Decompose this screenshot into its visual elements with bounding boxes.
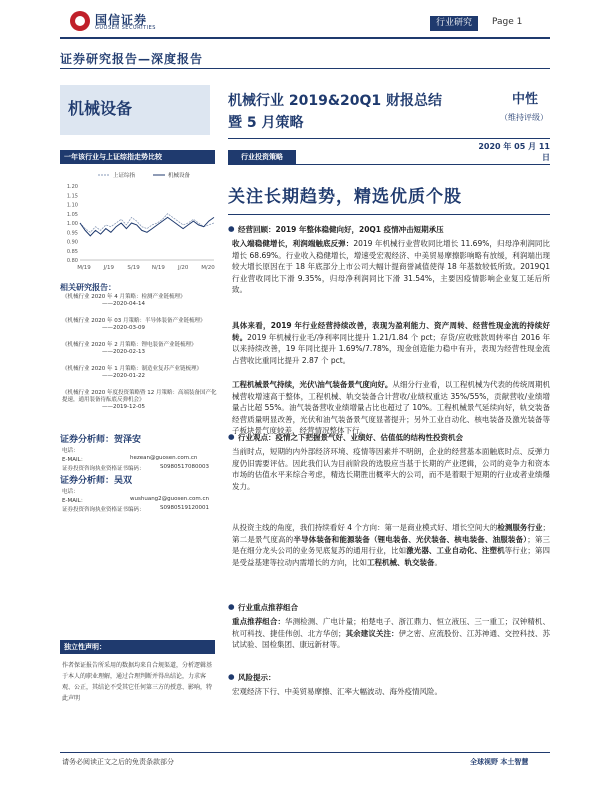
related-report-title: 《机械行业 2020 年 4 月策略：检测产业链梳理》: [62, 294, 186, 300]
trend-chart: [58, 168, 218, 276]
analyst-1-email[interactable]: hezean@guosen.com.cn: [130, 455, 198, 461]
independence-heading: 独立性声明：: [60, 640, 215, 654]
report-title: [228, 90, 468, 134]
related-report-title: 《机械行业 2020 年 2 月策略：锂电装备产业链梳理》: [62, 342, 197, 348]
analyst-2-email-label: E-MAIL：: [62, 498, 87, 504]
x-tick-label: J/20: [177, 265, 189, 271]
page-number: Page 1: [492, 17, 523, 27]
related-report-item: [62, 366, 217, 380]
paragraph-operations-lead: 具体来看，2019 年行业经营持续改善，表现为盈利能力、资产周转、经营性现金流的持续好转。: [232, 321, 550, 342]
header-tag: 行业研究: [430, 16, 478, 31]
directions-text: ；第三是在细分龙头公司的业务见底复苏的通用行业，比如: [232, 534, 551, 556]
y-tick-label: 1.10: [66, 202, 78, 209]
related-report-item: [62, 390, 217, 411]
y-tick-label: 1.05: [66, 211, 78, 218]
related-reports-heading: 相关研究报告：: [60, 283, 116, 292]
paragraph-risk: 宏观经济下行、中美贸易摩擦、汇率大幅波动、海外疫情风险。: [232, 687, 442, 696]
analyst-1-name: 贺泽安: [114, 435, 142, 445]
paragraph-subsectors: [232, 379, 550, 437]
analyst-2-email[interactable]: wushuang2@guosen.com.cn: [130, 496, 209, 502]
report-date: 2020 年 05 月 11 日: [478, 142, 550, 162]
related-report-date: ——2020-01-22: [102, 373, 145, 379]
related-report-title: 《机械行业 2020 年 03 月策略：半导体装备产业链梳理》: [62, 318, 206, 324]
portfolio-body: 华测检测、广电计量；柏楚电子、浙江鼎力、恒立液压、三一重工；汉钟精机、杭可科技、捷佳伟创、北方华创；: [232, 617, 551, 638]
review-heading: 经营回顾：2019 年整体稳健向好，20Q1 疫情冲击短期承压: [238, 225, 444, 234]
portfolio-body-2: 伊之密、应流股份、江苏神通、交控科技、苏试试验、国检集团、康远新材等。: [232, 628, 551, 650]
analyst-2-cert-label: 证券投资咨询执业资格证书编码：: [62, 507, 145, 513]
company-logo: [70, 10, 180, 32]
x-tick-label: S/19: [127, 265, 140, 271]
header-divider: [60, 37, 550, 39]
analyst-1-email-label: E-MAIL：: [62, 457, 87, 463]
analyst-1-cert-label: 证券投资咨询执业资格证书编码：: [62, 466, 145, 472]
bullet-icon: ●: [228, 672, 235, 681]
directions-text: 等行业；第四是受益基建等拉动内需增长的方向，比如: [232, 546, 551, 567]
rating-sub: （维持评级）: [500, 113, 548, 122]
analyst-2-name: 吴双: [114, 476, 133, 486]
risk-heading: 风险提示：: [238, 673, 276, 682]
legend-label: 上证综指: [113, 173, 136, 179]
paragraph-revenue: [232, 238, 550, 296]
report-title-line1: 机械行业 2019&20Q1 财报总结: [228, 93, 443, 109]
related-report-item: [62, 318, 217, 332]
directions-text: 。: [434, 557, 442, 567]
title-divider: [60, 68, 550, 69]
bullet-icon: ●: [228, 224, 235, 233]
paragraph-revenue-lead: 收入端稳健增长，利润端触底反弹：: [232, 239, 354, 248]
y-tick-label: 1.15: [66, 193, 78, 200]
sector-name: 机械设备: [68, 99, 133, 118]
related-report-title: 《机械行业 2020 年度投资策略暨 12 月策略：高端装备国产化提速，通用装备待酝底反弹机会》: [62, 390, 217, 403]
paragraph-directions: [232, 522, 550, 568]
logo-mark-icon: [70, 11, 90, 31]
paragraph-operations-body: 2019 年机械行业毛/净利率同比提升 1.21/1.84 个 pct；存货/应收账款周转率自 2016 年以来持续改善，19 年同比提升 1.69%/7.78%，现金创造能力稳中有升，表现为经营性现金流占营收比重同比提升 2.87 个 pct。: [232, 332, 551, 365]
paragraph-subsectors-lead: 工程机械景气持续，光伏\油气装备景气度向好。: [232, 380, 393, 389]
related-report-date: ——2020-04-14: [102, 301, 145, 307]
y-tick-label: 1.20: [66, 184, 78, 190]
footer-disclaimer: 请务必阅读正文之后的免责条款部分: [62, 758, 174, 766]
paragraph-revenue-body: 2019 年机械行业营收同比增长 11.69%，归母净利润同比增长 68.69%。行业收入稳健增长，增速受宏观经济、中美贸易摩擦影响略有放缓，利润端出现较大增长原因在于 18 年底部分上市公司大幅计提商誉减值使得 18 年基数较低所致。2019Q1 行业营收同比下滑 9.35%，归母净利润同比下滑 31.54%，主要因疫情影响企业复工延后所致。: [232, 239, 551, 295]
directions-highlight: 半导体装备和能源装备（锂电装备、光伏装备、核电装备、油服装备）: [293, 534, 528, 544]
directions-text: 从投资主线的角度，我们持续看好 4 个方向：第一是商业模式好、增长空间大的: [232, 523, 498, 532]
directions-highlight: 激光器、工业自动化、注塑机: [406, 546, 505, 556]
paragraph-operations: [232, 320, 550, 366]
directions-text: ；第二是景气度高的: [232, 523, 550, 544]
related-report-title: 《机械行业 2020 年 1 月策略：制造业复苏产业链梳理》: [62, 366, 202, 372]
date-divider: [228, 138, 550, 139]
paragraph-portfolio: [232, 616, 550, 651]
headline-divider: [228, 214, 550, 215]
directions-highlight: 工程机械、轨交装备: [367, 557, 435, 567]
analyst-1-tel: 电话：: [62, 448, 79, 454]
logo-text: 国信证券: [95, 13, 148, 27]
legend-label: 机械设备: [168, 173, 191, 179]
viewpoint-heading: 行业观点：疫情之下把握景气好、业绩好、估值低的结构性投资机会: [238, 433, 463, 442]
headline: 关注长期趋势，精选优质个股: [228, 187, 462, 207]
paragraph-viewpoint: 当前时点，短期的内外部经济环境、疫情等因素并不明朗，企业的经营基本面触底时点、反弹力度仍旧需要评估。因此我们认为目前阶段的选股应当基于长期的产业逻辑，公司的竞争力和资本市场的估值水平来综合考虑，精选长期胜出概率大的公司，而不是着眼于短期的行业或者业绩爆发力。: [232, 447, 550, 491]
footer-divider: [60, 752, 550, 753]
x-tick-label: N/19: [151, 265, 165, 271]
rating: 中性: [512, 92, 539, 107]
directions-highlight: 检测服务行业: [497, 523, 543, 532]
logo-subtext: GUOSEN SECURITIES: [95, 25, 156, 31]
analyst-1: [60, 432, 141, 445]
bullet-icon: ●: [228, 602, 235, 611]
y-tick-label: 1.00: [66, 221, 78, 227]
related-report-date: ——2020-02-13: [102, 349, 145, 355]
portfolio-lead-2: 其余建议关注：: [345, 628, 399, 638]
paragraph-subsectors-body: 从细分行业看，以工程机械为代表的传统周期机械营收增速高于整体，工程机械、轨交装备合计营收/业绩权重达 35%/55%，贡献营收/业绩增量占比超 55%。油气装备营收业绩增量占比也超过了 10%。工程机械景气延续向好，轨交装备经营质量明显改善，光伏和油气装备景气度显著提升；另外工业自动化、核电装备及激光装备等子板块景气度较差，经营情况整体下行。: [232, 380, 550, 436]
series-line: [80, 217, 214, 236]
analyst-1-cert: S0980517080003: [160, 464, 209, 470]
x-tick-label: J/19: [103, 265, 115, 271]
independence-statement: 作者保证报告所采用的数据均来自合规渠道，分析逻辑基于本人的职业理解，通过合理判断并得出结论，力求客观、公正，其结论不受其它任何第三方的授意、影响，特此声明: [62, 662, 213, 702]
analyst-2: [60, 473, 132, 486]
analyst-2-cert: S0980519120001: [160, 505, 209, 511]
related-report-date: ——2019-12-05: [102, 404, 145, 410]
x-tick-label: M/20: [201, 265, 215, 271]
section-divider: [228, 164, 550, 165]
related-report-item: [62, 294, 217, 308]
portfolio-lead: 重点推荐组合：: [232, 617, 286, 626]
analyst-2-tel: 电话：: [62, 489, 79, 495]
analyst-2-label: 证券分析师：: [60, 476, 115, 486]
series-line: [80, 214, 214, 233]
y-tick-label: 0.90: [66, 239, 78, 246]
bullet-icon: ●: [228, 432, 235, 441]
related-report-date: ——2020-03-09: [102, 325, 145, 331]
section-tag: 行业投资策略: [228, 150, 296, 164]
report-type: 证券研究报告—深度报告: [60, 52, 204, 66]
y-tick-label: 0.95: [66, 230, 78, 237]
y-tick-label: 0.80: [66, 258, 78, 264]
report-title-line2: 暨 5 月策略: [228, 115, 304, 131]
chart-heading: 一年该行业与上证综指走势比较: [60, 150, 215, 164]
analyst-1-label: 证券分析师：: [60, 435, 115, 445]
y-tick-label: 0.85: [66, 248, 78, 255]
related-report-item: [62, 342, 217, 356]
footer-slogan: 全球视野 本土智慧: [470, 758, 529, 766]
x-tick-label: M/19: [77, 265, 91, 271]
portfolio-heading: 行业重点推荐组合: [238, 603, 298, 612]
